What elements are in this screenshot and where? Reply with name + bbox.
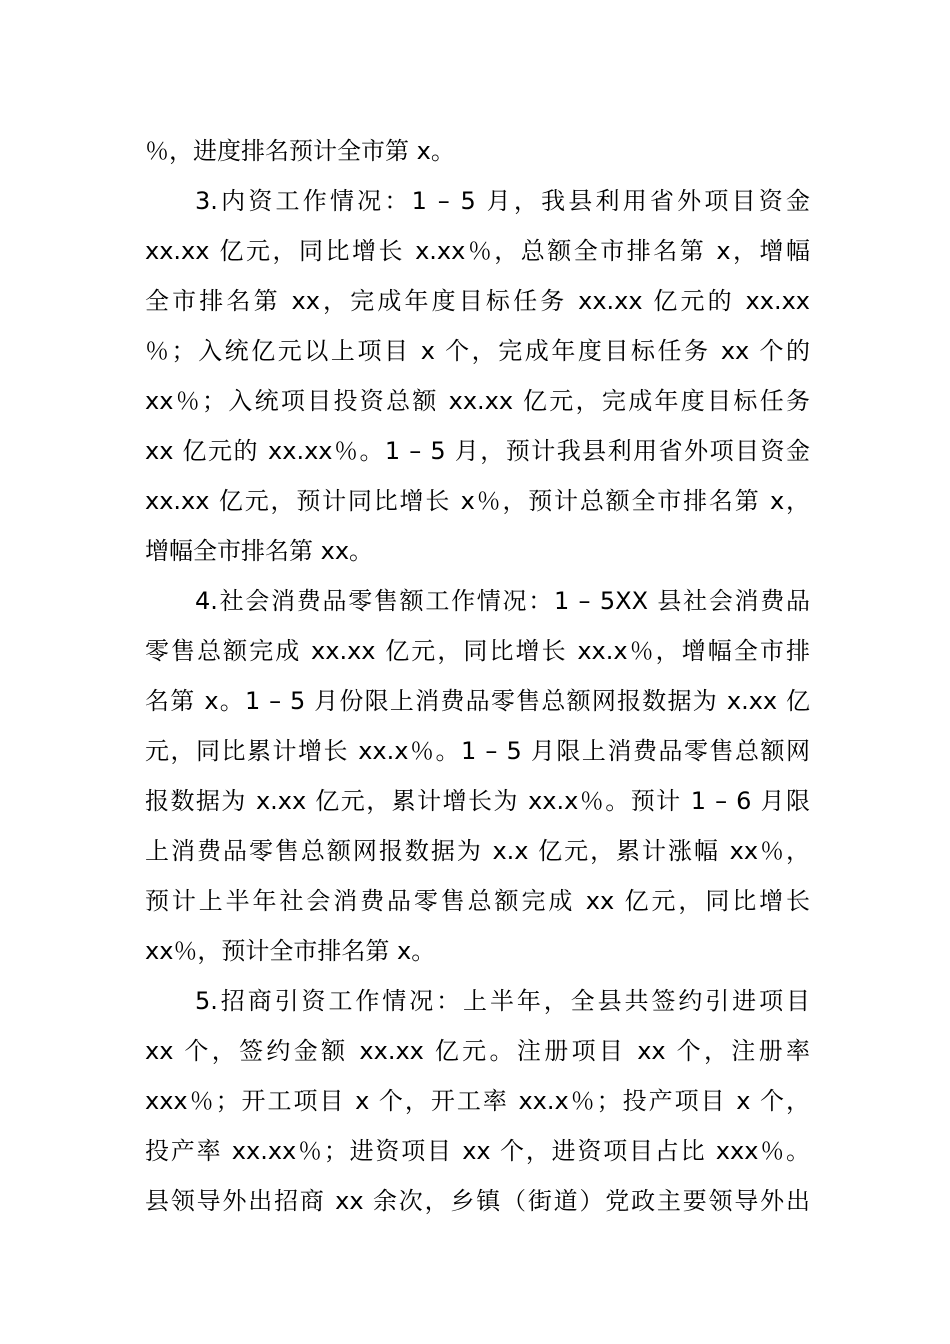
text-line: xx％；入统项目投资总额 xx.xx 亿元，完成年度目标任务 bbox=[145, 387, 810, 415]
paragraph-4-heading-line: 4.社会消费品零售额工作情况：1 – 5XX 县社会消费品 bbox=[195, 587, 810, 615]
text-line: xx 亿元的 xx.xx％。1 – 5 月，预计我县利用省外项目资金 bbox=[145, 437, 810, 465]
text-line: ％，进度排名预计全市第 x。 bbox=[145, 137, 455, 165]
text-line: xx.xx 亿元，同比增长 x.xx％，总额全市排名第 x，增幅 bbox=[145, 237, 810, 265]
text-line: 全市排名第 xx，完成年度目标任务 xx.xx 亿元的 xx.xx bbox=[145, 287, 810, 315]
text-line: xx.xx 亿元，预计同比增长 x％，预计总额全市排名第 x， bbox=[145, 487, 810, 515]
text-line: xx 个，签约金额 xx.xx 亿元。注册项目 xx 个，注册率 bbox=[145, 1037, 810, 1065]
text-line: 预计上半年社会消费品零售总额完成 xx 亿元，同比增长 bbox=[145, 887, 810, 915]
text-line: xxx％；开工项目 x 个，开工率 xx.x％；投产项目 x 个， bbox=[145, 1087, 810, 1115]
text-line: 上消费品零售总额网报数据为 x.x 亿元，累计涨幅 xx％， bbox=[145, 837, 810, 865]
text-line: 名第 x。1 – 5 月份限上消费品零售总额网报数据为 x.xx 亿 bbox=[145, 687, 810, 715]
body-text bbox=[145, 126, 810, 1226]
text-line: 增幅全市排名第 xx。 bbox=[145, 537, 374, 565]
text-line: xx％，预计全市排名第 x。 bbox=[145, 937, 436, 965]
text-line: 元，同比累计增长 xx.x％。1 – 5 月限上消费品零售总额网 bbox=[145, 737, 810, 765]
text-line: 投产率 xx.xx％；进资项目 xx 个，进资项目占比 xxx％。 bbox=[145, 1137, 810, 1165]
paragraph-5-heading-line: 5.招商引资工作情况：上半年，全县共签约引进项目 bbox=[195, 987, 810, 1015]
text-line: 零售总额完成 xx.xx 亿元，同比增长 xx.x％，增幅全市排 bbox=[145, 637, 810, 665]
text-line: 县领导外出招商 xx 余次，乡镇（街道）党政主要领导外出 bbox=[145, 1187, 810, 1215]
text-line: 报数据为 x.xx 亿元，累计增长为 xx.x％。预计 1 – 6 月限 bbox=[145, 787, 810, 815]
paragraph-3-heading-line: 3.内资工作情况：1 – 5 月，我县利用省外项目资金 bbox=[195, 187, 810, 215]
text-line: ％；入统亿元以上项目 x 个，完成年度目标任务 xx 个的 bbox=[145, 337, 810, 365]
